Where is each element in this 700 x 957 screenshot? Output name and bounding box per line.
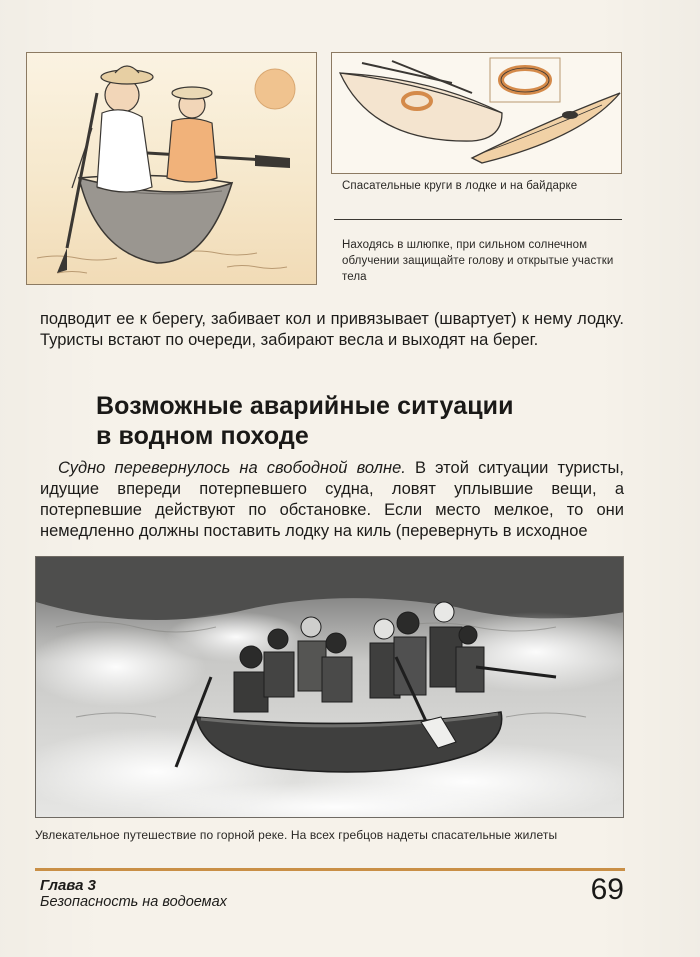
heading-line-1: Возможные аварийные ситуации [96, 392, 514, 420]
paragraph-lead-italic: Судно перевернулось на свободной волне. [58, 459, 406, 477]
page-number: 69 [590, 873, 624, 906]
rafting-drawing [36, 557, 624, 818]
paragraph-mooring: подводит ее к берегу, забивает кол и привязывает (швартует) к нему лодку. Туристы встают по очереди, забирают весла и выходят на берег. [40, 310, 624, 349]
boats-drawing [332, 53, 622, 174]
sun-protection-caption: Находясь в шлюпке, при сильном солнечном облучении защищайте голову и открытые участки тела [342, 239, 614, 283]
paragraph-capsize [40, 458, 624, 542]
rafting-photo [35, 556, 624, 818]
canoe-illustration [26, 52, 317, 285]
caption-divider [334, 219, 622, 220]
heading-line-2: в водном походе [96, 422, 309, 450]
canoe-drawing [27, 53, 317, 285]
sun-shape [255, 69, 295, 109]
paragraph-body: В этой ситуации туристы, идущие впереди потерпевшего судна, ловят уплывшие вещи, а потерпевшие действуют по обстановке. Если место мелкое, то они немедленно должны поставить лодку на киль (перевернуть в исходное [40, 459, 624, 540]
rafting-caption: Увлекательное путешествие по горной реке. На всех гребцов надеты спасательные жилеты [35, 828, 558, 842]
chapter-label: Глава 3 [40, 877, 97, 894]
footer-divider [35, 868, 625, 871]
section-heading [96, 391, 616, 451]
canoe-hull [79, 178, 232, 263]
chapter-title: Безопасность на водоемах [40, 894, 227, 910]
boats-illustration [331, 52, 622, 174]
rings-caption: Спасательные круги в лодке и на байдарке [342, 180, 578, 192]
